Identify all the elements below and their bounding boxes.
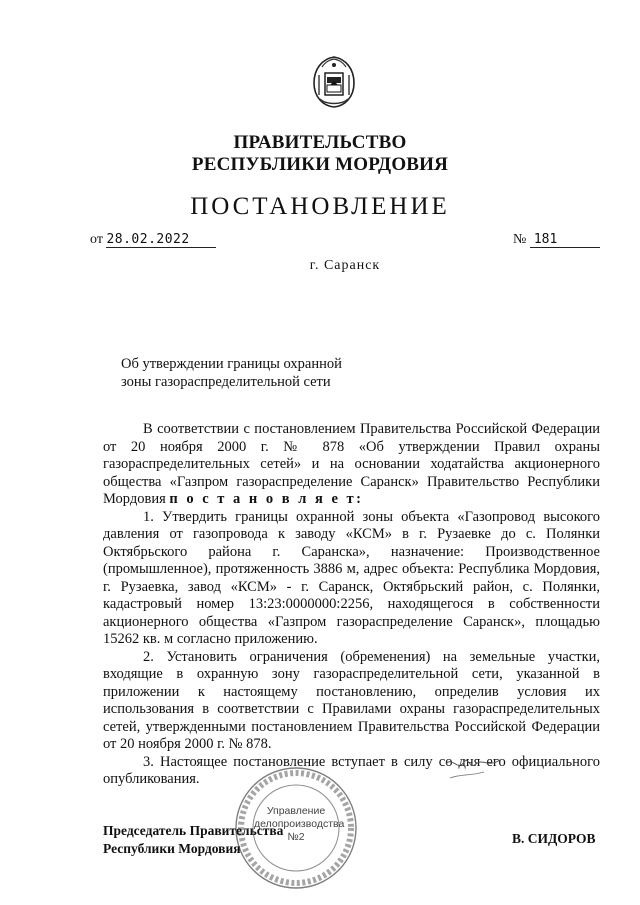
coat-of-arms-emblem bbox=[312, 55, 356, 109]
stamp-line3: №2 bbox=[287, 831, 305, 843]
subject-block bbox=[121, 355, 421, 391]
signatory-position-line2: Республики Мордовия bbox=[103, 841, 241, 856]
subject-line2: зоны газораспределительной сети bbox=[121, 374, 331, 390]
body-item-1: 1. Утвердить границы охранной зоны объекта «Газопровод высокого давления от газопровода к заводу «КСМ» в г. Рузаевке до с. Полянки Октябрьского района г. Саранска», назначение: Производственное (промышленное), протяженность 3886 м, адрес объекта: Республика Мордовия, г. Рузаевка, завод «КСМ» - г. Саранск, Октябрьский район, с. Полянки, кадастровый номер 13:23:0000000:2256, находящегося в собственности акционерного общества «Газпром газораспределение Саранск», площадью 15262 кв. м согласно приложению. bbox=[103, 508, 600, 647]
stamp-line1: Управление bbox=[266, 805, 326, 817]
date-line bbox=[90, 232, 216, 248]
document-type-title: ПОСТАНОВЛЕНИЕ bbox=[190, 193, 450, 220]
body-item-2: 2. Установить ограничения (обременения) на земельные участки, входящие в охранную зону газораспределительной сети, указанной в приложении к настоящему постановлению, определив условия их использования в соответствии с Правилами охраны газораспределительных сетей, утвержденными постановлением Правительства Российской Федерации от 20 ноября 2000 г. № 878. bbox=[103, 648, 600, 752]
subject-line1: Об утверждении границы охранной bbox=[121, 356, 342, 372]
signatory-position-line1: Председатель Правительства bbox=[103, 823, 284, 838]
document-number: 181 bbox=[530, 232, 600, 248]
body-intro: В соответствии с постановлением Правительства Российской Федерации от 20 ноября 2000 г. № 878 «Об утверждении Правил охраны газораспределительных сетей» и на основании ходатайства акционерного общества «Газпром газораспределение Саранск» Правительство Республики Мордовия bbox=[103, 421, 600, 507]
org-name-line2: РЕСПУБЛИКИ МОРДОВИЯ bbox=[191, 154, 449, 175]
signatory-position bbox=[103, 822, 283, 858]
number-prefix: № bbox=[513, 232, 527, 247]
document-date: 28.02.2022 bbox=[106, 232, 216, 248]
date-prefix: от bbox=[90, 232, 103, 247]
resolves-word: п о с т а н о в л я е т: bbox=[169, 491, 364, 507]
handwritten-mark bbox=[440, 752, 510, 782]
decree-body bbox=[103, 421, 600, 789]
number-line bbox=[513, 232, 600, 248]
city-name: г. Саранск bbox=[309, 258, 381, 273]
body-intro-paragraph bbox=[103, 421, 600, 509]
signatory-name: В. СИДОРОВ bbox=[512, 831, 596, 846]
org-name-line1: ПРАВИТЕЛЬСТВО bbox=[233, 132, 407, 153]
body-item-3: 3. Настоящее постановление вступает в силу со дня его официального опубликования. bbox=[103, 753, 600, 787]
stamp-line2: делопроизводства bbox=[254, 818, 345, 830]
